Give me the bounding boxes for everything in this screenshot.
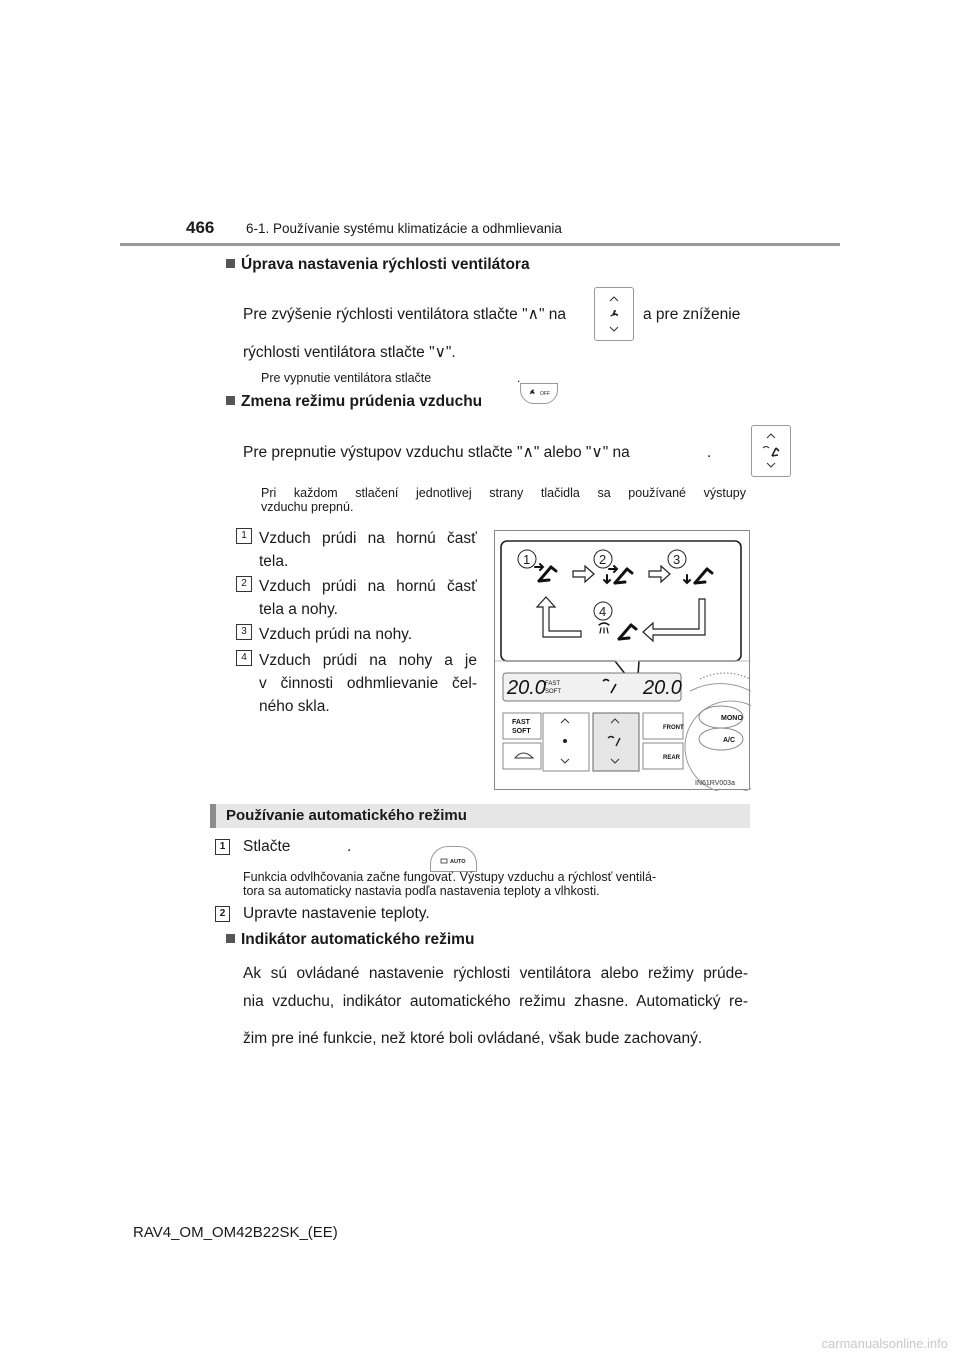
svg-text:FAST: FAST <box>512 719 530 726</box>
mode-heading: Zmena režimu prúdenia vzduchu <box>226 393 482 411</box>
item-number: 3 <box>236 624 252 640</box>
fan-speed-glyph-icon <box>595 288 633 340</box>
airflow-mode-glyph-icon <box>752 426 790 476</box>
item-text-line1: Vzduch prúdi na hornú časť <box>259 530 477 547</box>
svg-text:A/C: A/C <box>723 737 736 744</box>
item-number: 4 <box>236 650 252 666</box>
svg-text:SOFT: SOFT <box>512 728 531 735</box>
mode-text-b: . <box>707 444 712 461</box>
figure-callout-2 <box>594 550 612 568</box>
svg-text:AUTO: AUTO <box>450 859 466 865</box>
mode-text-a: Pre prepnutie výstupov vzduchu stlačte "∧" alebo "∨" na <box>243 444 630 461</box>
item-text-line2: v činnosti odhmlievanie čel- <box>259 675 477 692</box>
svg-text:IN61RV003a: IN61RV003a <box>695 780 735 787</box>
figure-callout-4 <box>594 602 612 620</box>
auto-glyph-icon <box>431 847 476 871</box>
bullet-square-icon <box>226 396 235 405</box>
fan-off-glyph-icon <box>521 384 557 403</box>
chapter-title: 6-1. Používanie systému klimatizácie a odhmlievania <box>246 221 562 236</box>
step-number: 1 <box>215 839 230 855</box>
item-text-line2: tela. <box>259 553 289 570</box>
figure-callout-3 <box>668 550 686 568</box>
auto-section-bar <box>210 804 750 828</box>
item-text-line3: ného skla. <box>259 698 330 715</box>
bullet-square-icon <box>226 259 235 268</box>
figure-callout-1 <box>518 550 536 568</box>
svg-text:MONO: MONO <box>721 715 743 722</box>
indicator-text-line1: Ak sú ovládané nastavenie rýchlosti ventilátora alebo režimy prúde- <box>243 965 748 982</box>
watermark[interactable]: carmanualsonline.info <box>821 1336 948 1351</box>
fan-text-line1-a: Pre zvýšenie rýchlosti ventilátora stlačte "∧" na <box>243 306 567 323</box>
step1-note-line1: Funkcia odvlhčovania začne fungovať. Výstupy vzduchu a rýchlosť ventilá- <box>243 870 657 884</box>
temp-left-display: 20.0 <box>507 677 546 699</box>
step1-note-line2: tora sa automaticky nastavia podľa nastavenia teploty a vlhkosti. <box>243 884 600 898</box>
item-number: 1 <box>236 528 252 544</box>
svg-text:SOFT: SOFT <box>545 689 561 695</box>
item-number: 2 <box>236 576 252 592</box>
step1-text-a: Stlačte <box>243 838 291 855</box>
svg-text:3: 3 <box>673 552 681 567</box>
svg-text:1: 1 <box>523 552 531 567</box>
header-rule <box>120 243 840 246</box>
fan-note-a: Pre vypnutie ventilátora stlačte <box>261 371 432 385</box>
fan-note-b: . <box>517 371 521 385</box>
item-text-line1: Vzduch prúdi na nohy a je <box>259 652 477 669</box>
step1-text-b: . <box>347 838 352 855</box>
item-text-line1: Vzduch prúdi na nohy. <box>259 626 413 643</box>
page-number: 466 <box>186 218 215 237</box>
bullet-square-icon <box>226 934 235 943</box>
airflow-mode-button-icon <box>751 425 791 477</box>
svg-text:2: 2 <box>599 552 607 567</box>
fan-text-line2: rýchlosti ventilátora stlačte "∨". <box>243 344 456 361</box>
fan-off-button-icon <box>520 383 558 404</box>
step-number: 2 <box>215 906 230 922</box>
climate-panel-illustration <box>495 531 751 791</box>
fan-heading: Úprava nastavenia rýchlosti ventilátora <box>226 256 530 274</box>
temp-right-display: 20.0 <box>643 677 682 699</box>
svg-text:REAR: REAR <box>663 755 681 761</box>
auto-button-icon <box>430 846 477 872</box>
indicator-heading: Indikátor automatického režimu <box>226 931 474 949</box>
item-text-line1: Vzduch prúdi na hornú časť <box>259 578 477 595</box>
mode-note-line2: vzduchu prepnú. <box>261 500 354 514</box>
svg-text:FAST: FAST <box>545 681 561 687</box>
svg-text:OFF: OFF <box>540 390 551 397</box>
step2-text: Upravte nastavenie teploty. <box>243 905 430 922</box>
indicator-text-line2: nia vzduchu, indikátor automatického režimu zhasne. Automatický re- <box>243 993 748 1010</box>
auto-section-title: Používanie automatického režimu <box>226 807 467 824</box>
item-text-line2: tela a nohy. <box>259 601 338 618</box>
svg-text:FRONT: FRONT <box>663 725 684 731</box>
fan-text-line1-b: a pre zníženie <box>643 306 741 323</box>
indicator-text-line3: žim pre iné funkcie, než ktoré boli ovládané, však bude zachovaný. <box>243 1030 703 1047</box>
climate-panel-figure <box>494 530 750 790</box>
mode-note-line1: Pri každom stlačení jednotlivej strany tlačidla sa používané výstupy <box>261 486 746 500</box>
fan-speed-button-icon <box>594 287 634 341</box>
document-code: RAV4_OM_OM42B22SK_(EE) <box>133 1224 338 1241</box>
svg-text:4: 4 <box>599 604 607 619</box>
